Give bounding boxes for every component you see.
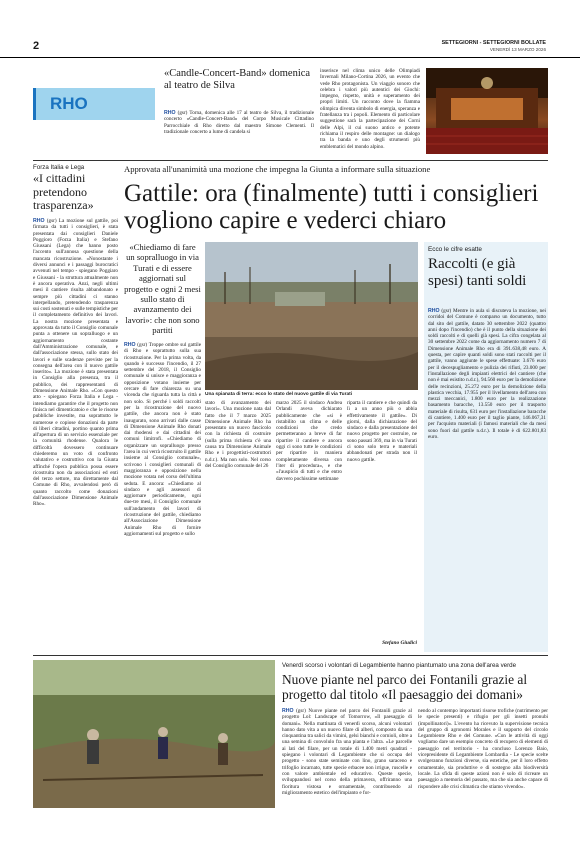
main-kicker: Approvata all'unanimità una mozione che impegna la Giunta a informare sulla situazione [124,164,431,174]
main-dateline-tag: (gsr) [137,342,148,348]
left-title: «I cittadini pretendono trasparenza» [33,171,94,212]
sidebar-dateline-tag: (gsr) [441,308,452,314]
main-title: Gattile: ora (finalmente) tutti i consiglieri vogliono capire e vederci chiaro [124,180,539,234]
bottom-col-1 [282,708,412,808]
divider-bottom [33,655,548,656]
pull-quote: «Chiediamo di fare un sopralluogo in via Turati e di essere aggiornati sul progetto e ogni 2 mesi sullo stato di avanzamento dei lavori»: che non sono partiti [124,242,201,336]
theater-photo [426,68,548,154]
page-header [0,0,580,58]
photo-caption: Una spianata di terra: ecco lo stato del nuovo gattile di via Turati [205,392,353,397]
concert-body-1: Torna, domenica alle 17 al teatro de Silva, il tradizionale concerto «Candle-Concert-Band» del Corpo Musicale Cittadino Parrocchiale di Rho diretto dal maestro Simone Clementi. Il tradizionale concerto a lume di candela si [164,110,314,135]
concert-dateline-tag: (gsr) [177,110,188,116]
bottom-dateline: RHO [282,708,294,714]
main-col-4: riparta il cantiere e che quindi da lì a un anno più o abbia effettivamente il gattile». Di giorni, dalla dichiarazione del sindaco e dalla presentazione del nuovo progetto per costruire, ne sono passati 369, ma in via Turati ci sono solo terra e materiali abbandonati per strada non il nuovo gattile. [347,400,417,463]
sidebar-body-text: Mentre in aula si discuteva la mozione, nei corridoi del Comune è comparso un documento, tutto dal sito del gattile, datato 30 settembre 2022 (quattro anni dopo l'incendio) che è il punto della situazione dei soldi raccolti e di quelli già spesi. La cifra congelata al 30 settembre 2022 come da aggiornamento numero 7 di Dimensione Animale Rho era di 391.638,48 euro. A questa, per capire quanti soldi sono stati raccolti per il gattile, vanno aggiunte le spese effettuate: 3.676 euro per il decespugliamento e pulizia dei rifiuti, 23.000 per l'installazione degli impianti elettrici del cantiere (che non è mai esistito n.d.r.), 94.560 euro per la demolizione delle recinzioni, 25.272 euro per la demolizione della plastica vecchia, 17.955 per il livellamento dell'area con mezzi meccanici, 1.800 euro per la realizzazione basamento baracche, 13.550 euro per il trasporto materiale di risulta, 631 euro per l'installazione baracche di cantiere, 1.400 euro per il taglio piante, 146.067,31 per l'acquisto materiali (i famosi materiali che da mesi sono fuori dal gattile n.d.r.). Il totale è di 622.801,83 euro. [428,308,546,440]
section-label-text: RHO [50,94,88,113]
planting-photo [33,660,275,808]
section-title: SETTEGIORNI - SETTEGIORNI BOLLATE [441,40,546,46]
sidebar-dateline: RHO [428,308,440,314]
left-body-text: La mozione sul gattile, poi firmata da tutti i consiglieri, è stata presentata dai consiglieri Daniele Poggioro (Forza Italia) e Stefano Giussani (Lega) che hanno posto l'accento sull'annosa questione della mancata ricostruzione. «Nonostante i diversi annunci e i passaggi burocratici avvenuti nel tempo - spiegano Poggiaro e Giussani - la struttura attualmente non è ancora operativa. Anzi, negli ultimi mesi il cantiere risulta abbandonato e sempre più cittadini ci stanno interpellando, pretendendo trasparenza sui costi sostenuti e sulle tempistiche per il completamento definitivo dei lavori. La nostra mozione presentata e approvata da tutto il Consiglio comunale punta a ottenere un sopralluogo e un aggiornamento costante dall'Amministrazione comunale, e dall'associazione stessa, sullo stato dei lavori e sulle scadenze previste per la consegna dell'area con il nuovo gattile inserito». La mozione è stata presentata in Consiglio alla presenza, tra il pubblico, dei rappresentanti di Dimensione Animale Rho. «Con questo atto - spiegano Forza Italia e Lega - intendiamo garantire che il progetto non finisca nel dimenticatoio e che le risorse pubbliche investite, ma soprattutto le numerose e copiose donazioni da parte di liberi cittadini, portino quanto prima all'apertura di un servizio essenziale per la comunità rhodense. Qualora le difficoltà dovessero continuare chiederemo un voto di confronto valutativo e costruttivo con la Giunta affinché l'opera pubblica possa essere ricostruita non da associazioni ed enti del terzo settore, ma direttamente dal Comune di Rho, avvalendosi però di quanto raccolto come donazioni dall'associazione Dimensione Animale Rho». [33,218,118,508]
divider-top [33,160,548,161]
main-dateline: RHO [124,342,136,348]
main-col-2: stato di avanzamento dei lavori». Una mozione nata dal fatto che il 7 marzo 2025 Dimensione Animale Rho ha presentato un nuovo fascicolo con la richiesta di costruire (sulla prima richiesta c'è una causa tra Dimensione Animale Rho e i progettisti-costruttori n.d.r.). Ma non solo. Nel corso del Consiglio comunale del 26 [205,400,271,469]
concert-dateline: RHO [164,110,176,116]
bottom-title: Nuove piante nel parco dei Fontanili grazie al progetto dal titolo «Il paesaggio dei domani» [282,672,528,702]
bottom-body-1: Nuove piante nel parco dei Fontanili grazie al progetto Lol: Landscape of Tomorrow, «Il paesaggio di domani». Nella mattinata di venerdì scorso, alcuni volontari hanno dato vita a un nuovo filare di alberi, composto da una cinquantina tra salici da vimini, gelsi bianchi e cornioli, oltre a una semina di convolulo fra una pianta e l'altra. «Le parcelle ai lati del filare, per un totale di 1.400 metri quadrati - spiegano i volontari di Legambiente che si occupa del progetto - sono state seminate con lino, grano saraceno e trifoglio incarnato, tutte specie erbacee non irrigue, ruscelle e con valore ambientale ed educativo. Queste specie, sviluppandosi nel corso della primavera, offriranno una fioritura vistosa e ornamentale, contribuendo al miglioramento estetico dell'impianto e for- [282,708,412,796]
main-col-1 [124,342,201,648]
bottom-col-2: nendo al contempo importanti risorse trofiche (nutrimento per le specie presenti) e rifugio per gli insetti pronubi (impollinatori)». L'evento ha ricevuto la supervisione tecnica del gruppo di agronomi Morales e il supporto del circolo Legambiente Rho e del Comune. «Con le attività di oggi vogliamo dare un esempio concreto di recupero di elementi di paesaggio nel territorio - ha concluso Lorenzo Baio, vicepresidente di Legambiente Lombardia - Le specie scelte svolgeranno funzioni diverse, sia estetiche, per il loro effetto ornamentale, sia produttive e di sostegno alla biodiversità locale. La sfida di queste azioni non è solo di ricreare un paesaggio a memoria del passato, ma che sia anche capace di rispondere alle crisi climatica che stiamo vivendo». [418,708,548,790]
main-signature: Stefano Giudici [382,640,417,646]
page-number: 2 [33,40,40,52]
left-dateline-tag: (gsr) [46,218,57,224]
theater-illustration [426,68,548,154]
bottom-kicker: Venerdì scorso i volontari di Legambiente hanno piantumato una zona dell'area verde [282,662,517,669]
left-dateline: RHO [33,218,45,224]
concert-title: «Candle-Concert-Band» domenica al teatro de Silva [164,68,311,91]
gattile-photo [205,242,418,390]
header-rule [0,57,580,58]
planting-illustration [33,660,275,808]
section-label [33,88,155,120]
sidebar-title: Raccolti (e già spesi) tanti soldi [428,256,527,289]
left-body [33,218,118,648]
concert-col-1 [164,110,314,155]
sidebar-kicker: Ecco le cifre esatte [428,246,482,253]
concert-col-2: inserisce nel clima unico delle Olimpiadi Invernali Milano-Cortina 2026, un evento che vede Rho protagonista. Un viaggio sonoro che celebra i valori più autentici dei Giochi: impegno, rispetto, unità e superamento dei propri limiti. Un racconto dove la fiamma olimpica diventa simbolo di energia, speranza e fratellanza tra i popoli. Elemento di particolare suggestione sarà la partecipazione dei Corni delle Alpi, il cui suono antico e potente richiama il respiro delle montagne: un dialogo tra la banda e uno degli strumenti più emblematici del mondo alpino. [320,68,420,150]
main-col-3: marzo 2025 il sindaco Andrea Orlandi aveva dichiarato pubblicamente che «si è ristabilito un clima e delle condizioni che credo permetteranno a breve di far ripartire il cantiere e ancora oggi ci sono tutte le condizioni per ripartire in maniera completamente diversa con l'iter di procedura», e che «l'auspicio di tutti e che entro davvero pochissime settimane [276,400,342,482]
left-kicker: Forza Italia e Lega [33,164,85,171]
sidebar-body [428,308,546,648]
gattile-illustration [205,242,418,390]
issue-date: VENERDÌ 13 MARZO 2026 [489,47,546,52]
bottom-dateline-tag: (gsr) [296,708,306,714]
main-body-1: Troppe ombre sul gattile di Rho e soprattutto sulla sua ricostruzione. Per la prima volta, da quando è successo l'incendio, il 27 settembre del 2018, il Consiglio comunale si unisce e maggioranza e opposizione votano insieme per cercare di fare chiarezza su una vicenda che riguarda tutta la città e non solo. Si perché i soldi raccolti per la ricostruzione del nuovo gattile, che ancora non è stato inaugurato, sono arrivati dalle casse di Dimensione Animale Rho donati dai rhodensi e dai cittadini dei comuni limitrofi. «Chiediamo di organizzare un sopralluogo presso l'area in cui verrà ricostruito il gattile insieme al Consiglio comunale», scrivono i consiglieri comunali di maggioranza e opposizione nella mozione votata nel corso dell'ultima seduta. E ancora: «Chiediamo al sindaco e agli assessori di aggiornare periodicamente, ogni due-tre mesi, il Consiglio comunale sull'andamento dei lavori di ricostruzione del gattile, chiediamo all'Associazione Dimensione Animale Rho di fornire aggiornamenti sul progetto e sullo [124,342,201,537]
